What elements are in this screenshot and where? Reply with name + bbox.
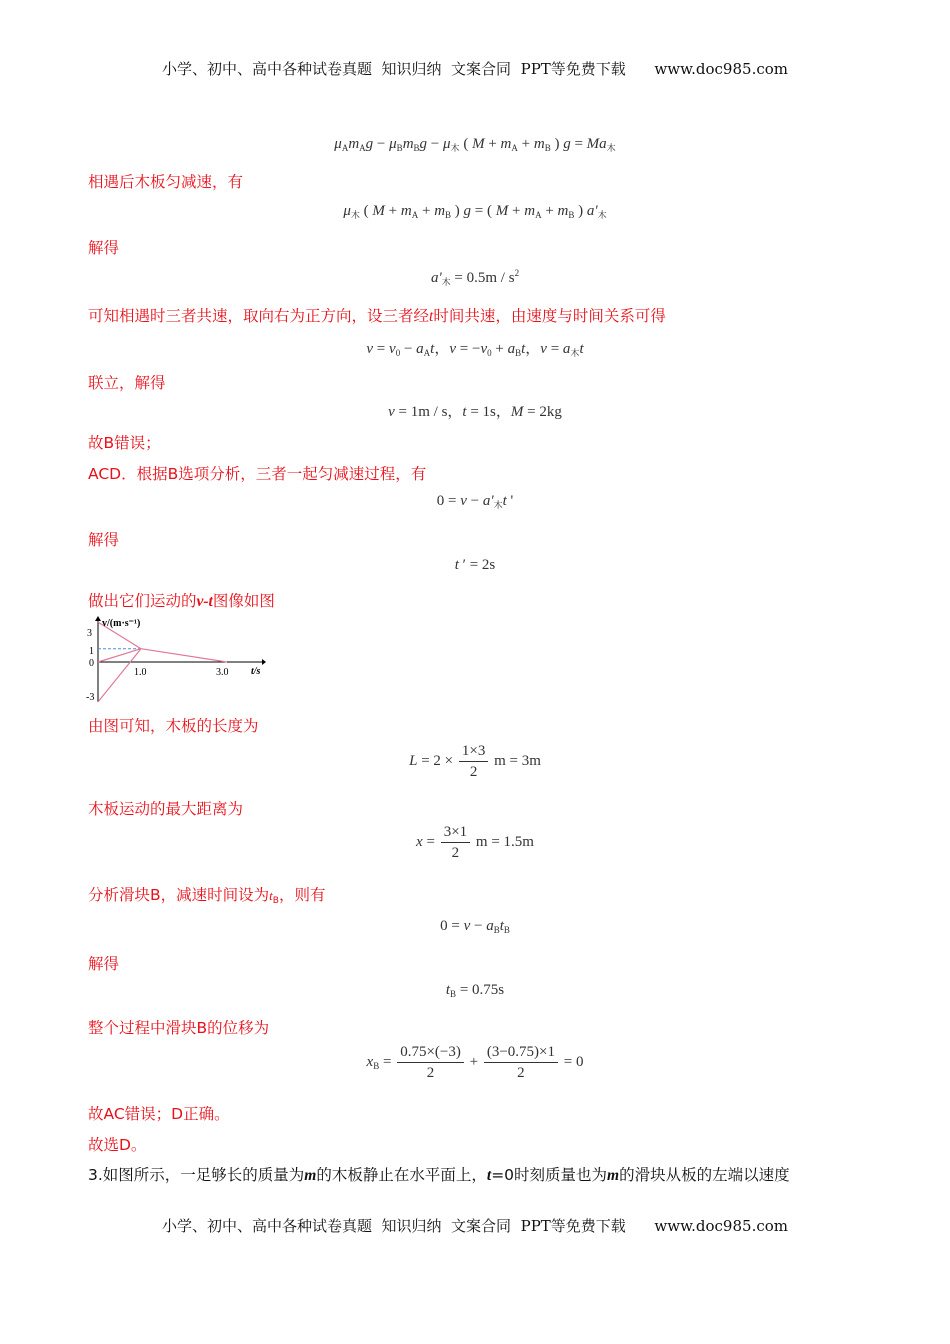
chart-y-tick: 1 [89,646,94,657]
text-line: 解得 [88,531,120,549]
text-line: 故选D。 [88,1136,147,1154]
page-footer: 小学、初中、高中各种试卷真题 知识归纳 文案合同 PPT等免费下载 www.doc985.com [161,1217,788,1235]
equation-common-deceleration: $\mu_木$ ( $M + m_A + m_B$ ) g = ( $M + m_A + m_B$ ) $a'_木$ [343,203,607,220]
chart-y-tick: 0 [89,658,94,669]
text-line: 做出它们运动的v-t图像如图 [88,592,275,610]
series-board-line [98,649,141,662]
equation-board-length: L = 2 × $\frac{1\times 3}{2}$ m = 3m [409,743,541,780]
chart-y-arrow [95,616,101,621]
chart-y-label: v/(m·s⁻¹) [102,618,141,629]
vt-chart [86,614,266,704]
text-line: 故B错误； [88,434,161,452]
chart-x-label: t/s [251,666,261,677]
chart-x-tick: 3.0 [216,667,229,678]
question-3-stem: 3.如图所示，一足够长的质量为m的木板静止在水平面上，t=0时刻质量也为m的滑块从板的左端以速度 [88,1166,790,1184]
chart-x-arrow [262,659,266,665]
text-line: ACD．根据B选项分析，三者一起匀减速过程，有 [88,465,427,483]
text-line: 相遇后木板匀减速，有 [88,173,244,191]
equation-board-acceleration: $\mu_Am_Ag - \mu_Bm_Bg - \mu_木$ ( $M + m_A + m_B$ ) $g = Ma_木$ [334,136,616,153]
equation-b-displacement: $x_B$ = $\frac{0.75\times(-3)}{2}$ + $\frac{(3-0.75)\times 1}{2}$ = 0 [366,1044,584,1081]
text-line: 解得 [88,239,120,257]
equation-velocity-relations: $v = v_0 - a_At$，$v = -v_0 + a_Bt$，$v = a_木t$ [366,341,584,358]
chart-y-tick: 3 [87,628,92,639]
equation-board-distance: x = $\frac{3\times 1}{2}$ m = 1.5m [416,824,534,861]
text-line: 解得 [88,955,120,973]
equation-solution: v = 1m / s，t = 1s，M = 2kg [388,404,562,420]
text-line: 可知相遇时三者共速，取向右为正方向，设三者经t时间共速，由速度与时间关系可得 [88,307,666,325]
text-line: 木板运动的最大距离为 [88,800,244,818]
text-line: 整个过程中滑块B的位移为 [88,1019,270,1037]
page-header: 小学、初中、高中各种试卷真题 知识归纳 文案合同 PPT等免费下载 www.doc985.com [161,60,788,78]
text-line: 故AC错误；D正确。 [88,1105,230,1123]
equation-final-deceleration: $0 = v - a'_木t$ ' [436,493,514,510]
equation-result-a: $a'_木 = 0.5m / s^2$ [430,268,520,287]
equation-t-prime: t ′ = 2s [454,557,496,573]
text-line: 联立，解得 [88,374,166,392]
equation-b-deceleration: $0 = v - a_Bt_B$ [440,918,510,935]
chart-x-tick: 1.0 [134,667,147,678]
text-line: 由图可知，木板的长度为 [88,717,259,735]
text-line: 分析滑块B，减速时间设为$t_B$，则有 [88,886,326,906]
series-common-line [141,649,227,662]
equation-tB: $t_B = 0.75s$ [445,982,505,999]
chart-y-tick: -3 [86,692,95,703]
